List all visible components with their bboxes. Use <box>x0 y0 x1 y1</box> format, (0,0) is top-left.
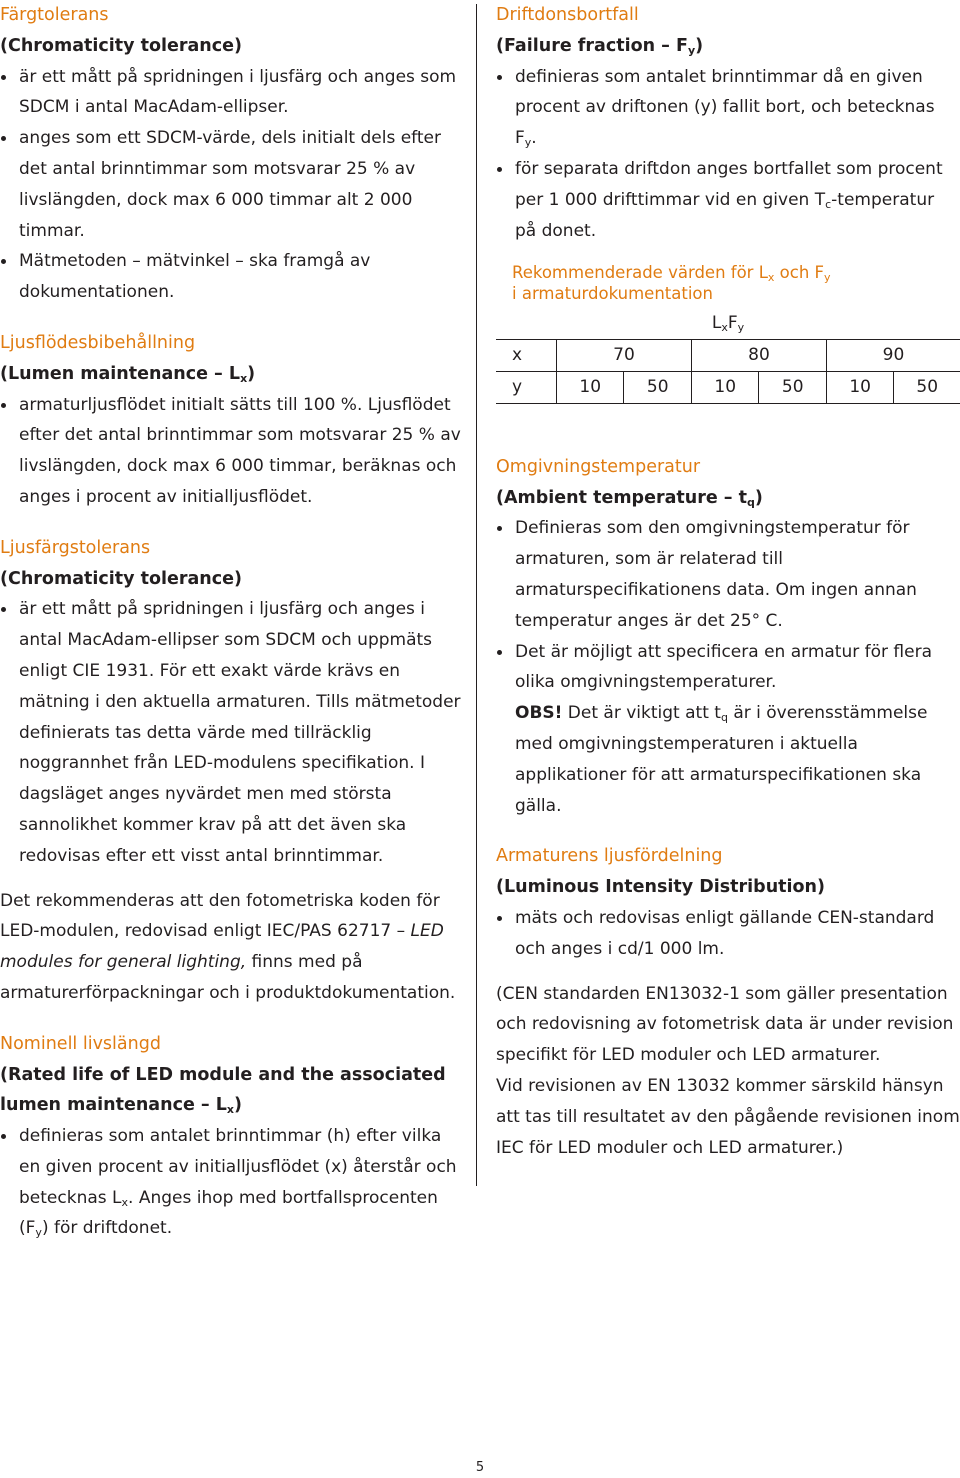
bullet-item: definieras som antalet brinntimmar då en given procent av driftonen (y) fallit bort, och betecknas $F_y$. <box>496 62 960 154</box>
bullet-list <box>0 390 462 513</box>
right-column <box>496 0 960 1163</box>
body-paragraph: (CEN standarden EN13032-1 som gäller presentation och redovisning av fotometrisk data är under revision specifikt för LED moduler och LED armaturer. <box>496 983 954 1066</box>
body-paragraph: Det rekommenderas att den fotometriska koden för LED-modulen, redovisad enligt IEC/PAS 62717 – LED modules for general lighting, finns med på armaturerförpackningar och i produktdokumentation. <box>0 890 456 1003</box>
bullet-list <box>0 62 462 308</box>
bullet-item: mäts och redovisas enligt gällande CEN-standard och anges i cd/1 000 lm. <box>496 903 960 965</box>
bullet-item: är ett mått på spridningen i ljusfärg och anges i antal MacAdam-ellipser som SDCM och uppmäts enligt CIE 1931. För ett exakt värde krävs en mätning i den aktuella armaturen. Tills mätmetoder definierats tas detta värde med tillräcklig noggrannhet från LED-modulens specifikation. I dagsläget anges nyvärdet men med största sannolikhet kommer krav på att det även ska redovisas efter ett visst antal brinntimmar. <box>0 594 462 871</box>
table-cell: 70 <box>557 340 692 372</box>
body-paragraph: Vid revisionen av EN 13032 kommer särskild hänsyn att tas till resultatet av den pågående revisionen inom IEC för LED moduler och LED armaturer.) <box>496 1075 960 1158</box>
section-armaturens-ljusfordelning <box>496 841 960 964</box>
column-divider <box>476 4 477 1186</box>
section-nominell-livslangd <box>0 1029 462 1245</box>
table-row <box>496 340 960 372</box>
section-subtitle: (Chromaticity tolerance) <box>0 568 242 589</box>
table-row <box>496 371 960 403</box>
section-ljusflodesbibehallning <box>0 328 462 513</box>
bullet-item: armaturljusflödet initialt sätts till 100 %. Ljusflödet efter det antal brinntimmar som motsvarar 25 % av livslängden, dock max 6 000 timmar, beräknas och anges i procent av initialljusflödet. <box>0 390 462 513</box>
section-title: Omgivningstemperatur <box>496 456 701 477</box>
row-label: x <box>496 340 557 372</box>
bullet-item: Definieras som den omgivningstemperatur för armaturen, som är relaterad till armaturspecifikationens data. Om ingen annan temperatur anges är det 25° C. <box>496 513 960 636</box>
bullet-list <box>496 513 960 821</box>
bullet-list <box>496 903 960 965</box>
table-cell: 50 <box>894 371 960 403</box>
section-subtitle: (Chromaticity tolerance) <box>0 35 242 56</box>
section-title: Ljusflödesbibehållning <box>0 332 196 353</box>
table-cell: 10 <box>826 371 893 403</box>
section-title: Färgtolerans <box>0 5 109 25</box>
section-subtitle: (Lumen maintenance – $L_x$) <box>0 363 256 385</box>
bullet-item: för separata driftdon anges bortfallet som procent per 1 000 drifttimmar vid en given $T_c$-temperatur på donet. <box>496 154 960 246</box>
section-subtitle: (Rated life of LED module and the associated lumen maintenance – $L_x$) <box>0 1064 446 1117</box>
obs-label: OBS! <box>515 703 563 724</box>
page-number: 5 <box>475 1460 485 1475</box>
table-header-row <box>496 308 960 339</box>
bullet-item: Det är möjligt att specificera en armatur för flera olika omgivningstemperaturer. OBS! Det är viktigt att $t_q$ är i överensstämmelse med omgivningstemperaturen i aktuella applikationer för att armaturspecifikationen ska gälla. <box>496 637 960 822</box>
section-subtitle: (Luminous Intensity Distribution) <box>496 877 825 898</box>
bullet-item: Mätmetoden – mätvinkel – ska framgå av dokumentationen. <box>0 246 462 308</box>
table-cell: 90 <box>826 340 960 372</box>
bullet-item: är ett mått på spridningen i ljusfärg och anges som SDCM i antal MacAdam-ellipser. <box>0 62 462 124</box>
section-subtitle: (Failure fraction – $F_y$) <box>496 35 704 57</box>
table-cell: 10 <box>557 371 624 403</box>
table-cell: 10 <box>691 371 758 403</box>
bullet-list <box>496 62 960 247</box>
section-title: Nominell livslängd <box>0 1033 161 1054</box>
table-cell: 80 <box>691 340 826 372</box>
section-fargtolerans <box>0 0 462 308</box>
table-cell: 50 <box>624 371 691 403</box>
section-omgivningstemperatur <box>496 452 960 822</box>
bullet-item: definieras som antalet brinntimmar (h) efter vilka en given procent av initialljusflödet (x) återstår och betecknas $L_x$. Anges ihop med bortfallsprocenten $(F_y)$ för driftdonet. <box>0 1121 462 1244</box>
section-title: Armaturens ljusfördelning <box>496 846 723 867</box>
section-driftdonsbortfall <box>496 0 960 246</box>
table-header-cell: $L_xF_y$ <box>711 313 745 335</box>
data-table <box>496 308 960 403</box>
table-cell: 50 <box>759 371 826 403</box>
left-column <box>0 0 462 1244</box>
bullet-list <box>0 1121 462 1244</box>
table-title: Rekommenderade värden för $L_x$ och $F_y$ i armaturdokumentation <box>512 263 831 304</box>
recommended-values-table <box>496 262 960 403</box>
section-title: Ljusfärgstolerans <box>0 537 151 558</box>
bullet-list <box>0 594 462 871</box>
row-label: y <box>496 371 557 403</box>
section-ljusfargstolerans <box>0 533 462 872</box>
section-subtitle: (Ambient temperature – $t_q$) <box>496 487 763 509</box>
bullet-item: anges som ett SDCM-värde, dels initialt dels efter det antal brinntimmar som motsvarar 25 % av livslängden, dock max 6 000 timmar alt 2 000 timmar. <box>0 123 462 246</box>
section-title: Driftdonsbortfall <box>496 5 639 25</box>
